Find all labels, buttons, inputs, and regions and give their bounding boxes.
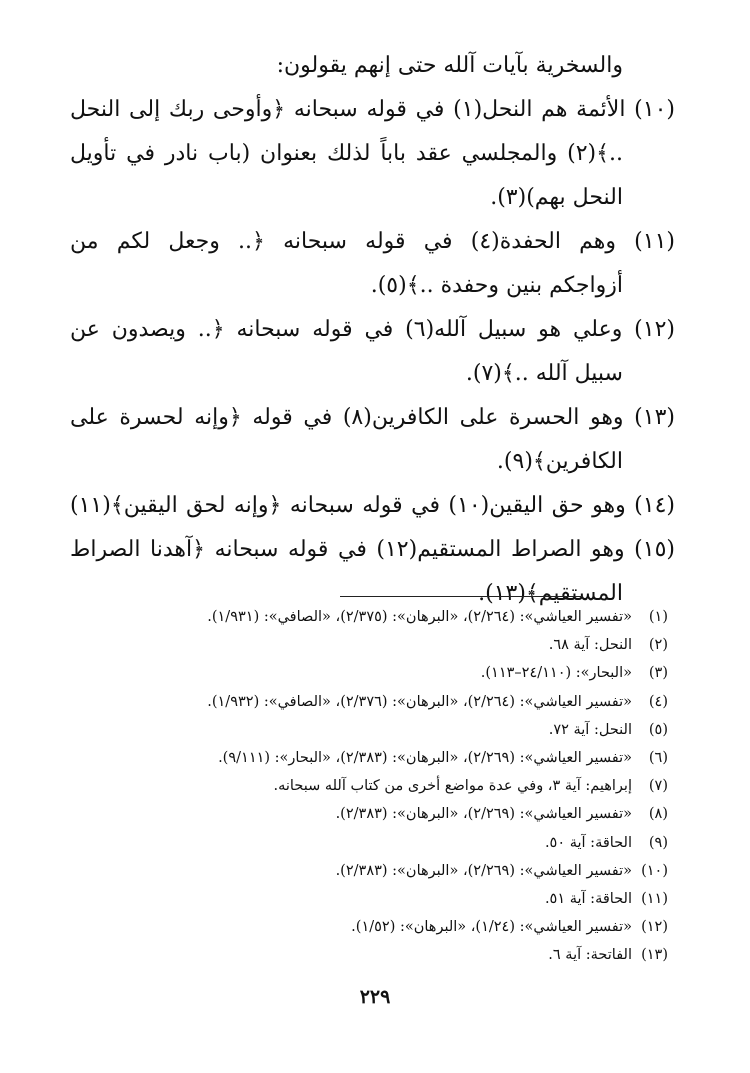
footnote-text: «تفسير العياشي»: (٢/٢٦٤)، «البرهان»: (٢/٣٧٦)، «الصافي»: (١/٩٣٢). <box>207 693 632 710</box>
footnote-text: إبراهيم: آية ٣، وفي عدة مواضع أخرى من كتاب آلله سبحانه. <box>273 778 632 795</box>
footnote <box>68 744 668 772</box>
text-line: (١٥) وهو الصراط المستقيم(١٢) في قوله سبحانه ﴿آهدنا الصراط <box>70 537 675 562</box>
footnote-text: «تفسير العياشي»: (٢/٢٦٩)، «البرهان»: (٢/٣٨٣). <box>335 806 632 823</box>
footnote-number: (٤) <box>648 693 668 710</box>
text-line: (١٢) وعلي هو سبيل آلله(٦) في قوله سبحانه ﴿.. ويصدون عن <box>70 317 675 342</box>
text-line: (١١) وهم الحفدة(٤) في قوله سبحانه ﴿.. وجعل لكم من <box>70 229 675 254</box>
footnote-number: (١٣) <box>641 947 668 964</box>
footnote-number: (١١) <box>641 890 668 907</box>
footnote <box>68 941 668 969</box>
footnote-text: الحاقة: آية ٥٠. <box>544 834 632 851</box>
footnote <box>68 800 668 828</box>
text-line: ..﴾(٢) والمجلسي عقد باباً لذلك بعنوان (باب نادر في تأويل <box>70 141 623 166</box>
footnote-number: (٥) <box>648 721 668 738</box>
footnote-divider <box>340 596 583 597</box>
footnote-text: النحل: آية ٦٨. <box>548 637 632 654</box>
footnote-number: (٨) <box>648 806 668 823</box>
footnote-text: «البحار»: (٢٤/١١٠–١١٣). <box>480 665 632 682</box>
main-text <box>70 44 675 616</box>
text-line: أزواجكم بنين وحفدة ..﴾(٥). <box>370 273 623 298</box>
footnote-number: (١٠) <box>641 862 668 879</box>
footnote-number: (٣) <box>648 665 668 682</box>
text-line: (١٤) وهو حق اليقين(١٠) في قوله سبحانه ﴿وإنه لحق اليقين﴾(١١) <box>70 493 675 518</box>
footnote-text: النحل: آية ٧٢. <box>548 721 632 738</box>
footnote <box>68 659 668 687</box>
footnote <box>68 631 668 659</box>
text-line: المستقيم﴾(١٣). <box>478 581 623 606</box>
footnote-number: (١٢) <box>641 919 668 936</box>
footnote <box>68 688 668 716</box>
footnote <box>68 772 668 800</box>
footnote <box>68 716 668 744</box>
footnote-text: «تفسير العياشي»: (٢/٢٦٩)، «البرهان»: (٢/٣٨٣). <box>335 862 632 879</box>
footnotes <box>68 603 668 969</box>
footnote-number: (٦) <box>648 749 668 766</box>
footnote-number: (١) <box>648 609 668 625</box>
footnote-text: «تفسير العياشي»: (١/٢٤)، «البرهان»: (١/٥٢). <box>351 919 632 936</box>
footnote <box>68 857 668 885</box>
text-line: (١٣) وهو الحسرة على الكافرين(٨) في قوله ﴿وإنه لحسرة على <box>70 405 675 430</box>
page-number: ٢٢٩ <box>359 986 391 1008</box>
footnote-number: (٩) <box>648 834 668 851</box>
text-line: (١٠) الأئمة هم النحل(١) في قوله سبحانه ﴿وأوحى ربك إلى النحل <box>70 97 675 122</box>
footnote-text: الفاتحة: آية ٦. <box>548 947 632 964</box>
footnote-text: «تفسير العياشي»: (٢/٢٦٤)، «البرهان»: (٢/٣٧٥)، «الصافي»: (١/٩٣١). <box>207 609 632 625</box>
text-line: سبيل آلله ..﴾(٧). <box>465 361 623 386</box>
footnote <box>68 885 668 913</box>
footnote <box>68 603 668 631</box>
footnote-number: (٢) <box>648 637 668 654</box>
footnote-number: (٧) <box>648 778 668 795</box>
text-line: والسخرية بآيات آلله حتى إنهم يقولون: <box>276 53 623 78</box>
text-line: الكافرين﴾(٩). <box>496 449 623 474</box>
footnote <box>68 913 668 941</box>
footnote-text: الحاقة: آية ٥١. <box>544 890 632 907</box>
footnote-text: «تفسير العياشي»: (٢/٢٦٩)، «البرهان»: (٢/٣٨٣)، «البحار»: (٩/١١١). <box>218 749 632 766</box>
text-line: النحل بهم)(٣). <box>490 185 623 210</box>
footnote <box>68 829 668 857</box>
